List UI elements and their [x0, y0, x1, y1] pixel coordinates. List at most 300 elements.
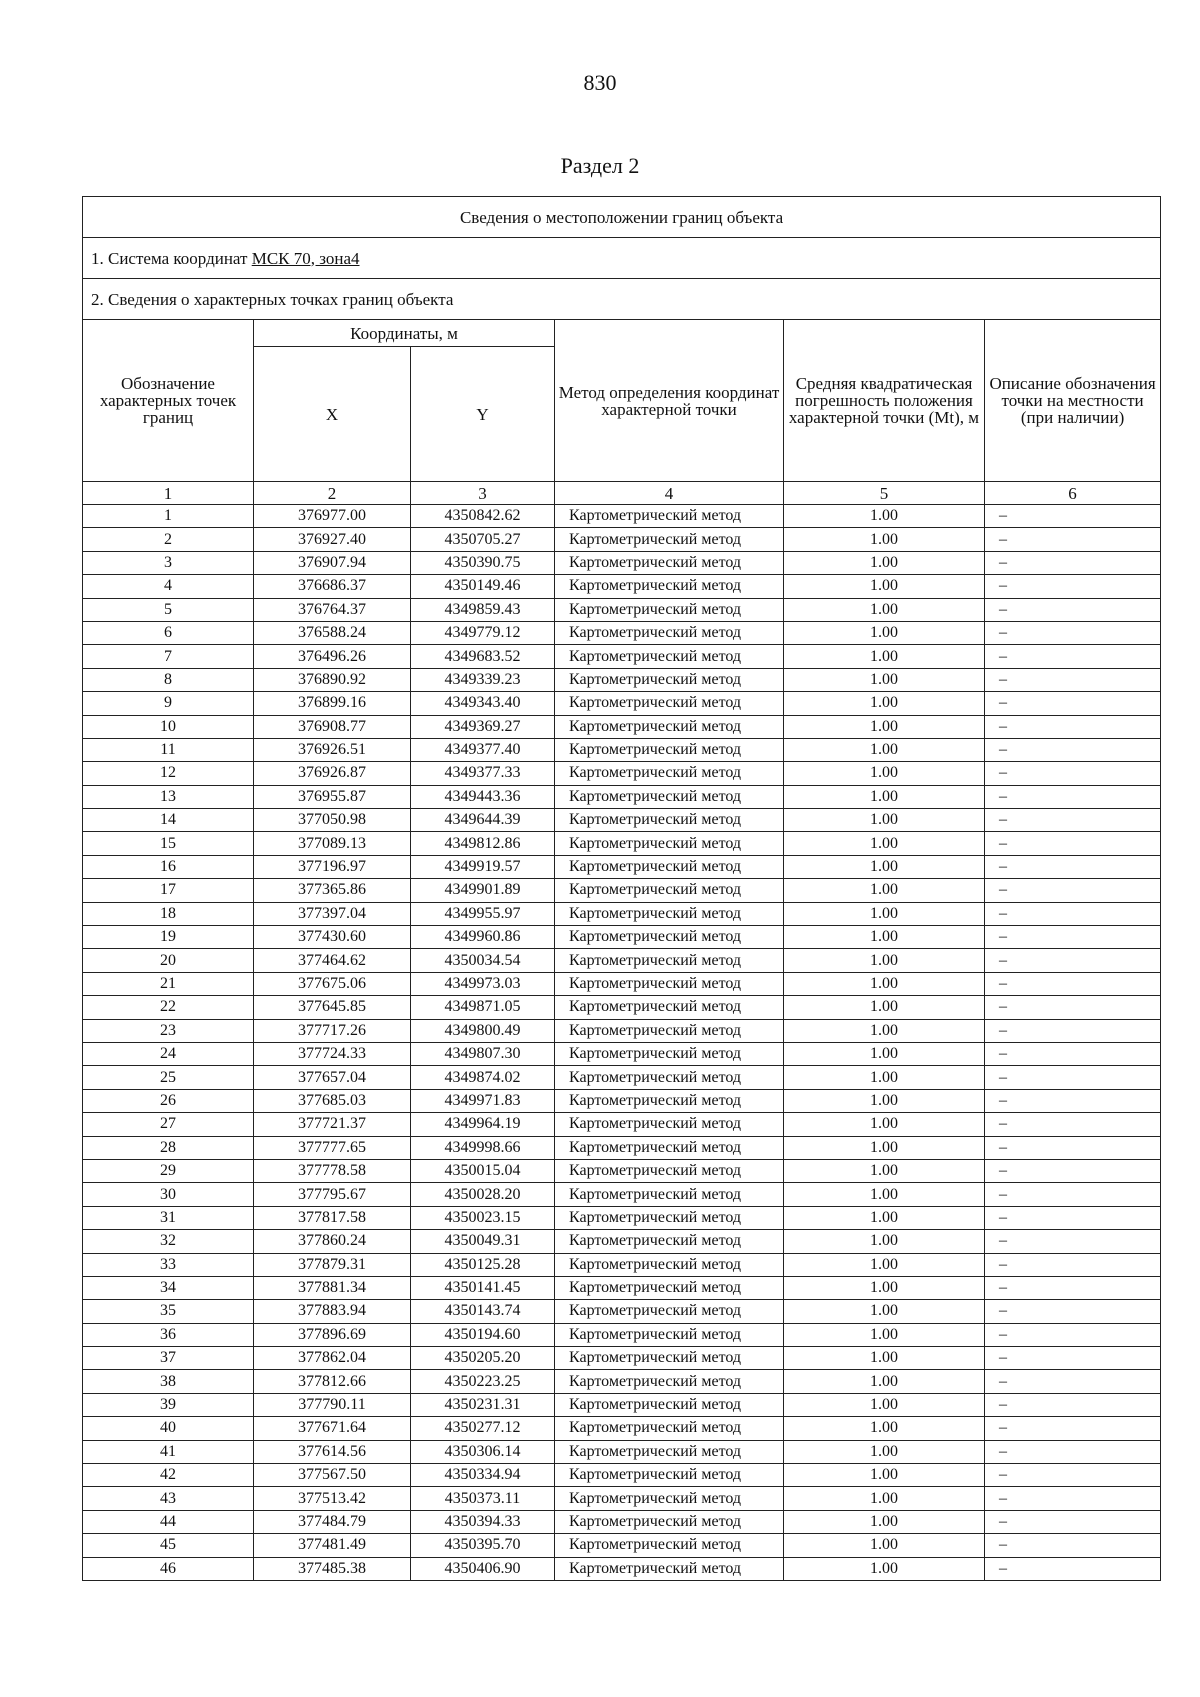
column-number: 1 [83, 482, 254, 505]
table-row [83, 1557, 1161, 1580]
cell-x: 377896.69 [254, 1323, 411, 1346]
cell-x: 376908.77 [254, 715, 411, 738]
cell-x: 377717.26 [254, 1019, 411, 1042]
table-row [83, 902, 1161, 925]
column-number: 6 [985, 482, 1161, 505]
cell-x: 377050.98 [254, 809, 411, 832]
cell-error: 1.00 [784, 738, 985, 761]
cell-error: 1.00 [784, 1534, 985, 1557]
column-number: 2 [254, 482, 411, 505]
cell-error: 1.00 [784, 1113, 985, 1136]
table-row [83, 1510, 1161, 1533]
cell-method: Картометрический метод [555, 715, 784, 738]
cell-x: 377778.58 [254, 1159, 411, 1182]
cell-point-number: 1 [83, 505, 254, 528]
cell-description: – [985, 1019, 1161, 1042]
cell-x: 377365.86 [254, 879, 411, 902]
cell-method: Картометрический метод [555, 785, 784, 808]
cell-x: 377464.62 [254, 949, 411, 972]
table-row [83, 1113, 1161, 1136]
cell-description: – [985, 1230, 1161, 1253]
cell-error: 1.00 [784, 972, 985, 995]
cell-y: 4350842.62 [411, 505, 555, 528]
cell-x: 377817.58 [254, 1206, 411, 1229]
cell-error: 1.00 [784, 809, 985, 832]
cell-y: 4349971.83 [411, 1089, 555, 1112]
cell-y: 4349955.97 [411, 902, 555, 925]
table-row [83, 785, 1161, 808]
cell-method: Картометрический метод [555, 1370, 784, 1393]
cell-y: 4350231.31 [411, 1393, 555, 1416]
table-row [83, 1440, 1161, 1463]
cell-method: Картометрический метод [555, 528, 784, 551]
cell-description: – [985, 575, 1161, 598]
cell-method: Картометрический метод [555, 551, 784, 574]
cell-method: Картометрический метод [555, 645, 784, 668]
cell-description: – [985, 785, 1161, 808]
header-y: Y [411, 347, 555, 482]
cell-point-number: 26 [83, 1089, 254, 1112]
cell-error: 1.00 [784, 1066, 985, 1089]
cell-error: 1.00 [784, 1347, 985, 1370]
cell-point-number: 15 [83, 832, 254, 855]
cell-description: – [985, 1136, 1161, 1159]
cell-description: – [985, 926, 1161, 949]
cell-point-number: 2 [83, 528, 254, 551]
table-row [83, 1534, 1161, 1557]
cell-x: 376907.94 [254, 551, 411, 574]
cell-x: 377795.67 [254, 1183, 411, 1206]
cell-method: Картометрический метод [555, 762, 784, 785]
cell-error: 1.00 [784, 1253, 985, 1276]
cell-method: Картометрический метод [555, 1534, 784, 1557]
cell-description: – [985, 949, 1161, 972]
cell-y: 4350023.15 [411, 1206, 555, 1229]
cell-description: – [985, 809, 1161, 832]
header-description: Описание обозначения точки на местности (при наличии) [985, 320, 1161, 482]
cell-error: 1.00 [784, 1487, 985, 1510]
cell-error: 1.00 [784, 949, 985, 972]
cell-method: Картометрический метод [555, 1440, 784, 1463]
boundary-points-table [82, 196, 1161, 1581]
cell-error: 1.00 [784, 1089, 985, 1112]
table-row [83, 1136, 1161, 1159]
cell-error: 1.00 [784, 1183, 985, 1206]
table-row [83, 621, 1161, 644]
cell-method: Картометрический метод [555, 996, 784, 1019]
cell-error: 1.00 [784, 621, 985, 644]
cell-description: – [985, 1253, 1161, 1276]
cell-error: 1.00 [784, 1557, 985, 1580]
cell-method: Картометрический метод [555, 692, 784, 715]
cell-x: 376955.87 [254, 785, 411, 808]
cell-y: 4350705.27 [411, 528, 555, 551]
table-row [83, 996, 1161, 1019]
table-row [83, 1347, 1161, 1370]
cell-y: 4349377.40 [411, 738, 555, 761]
cell-y: 4349960.86 [411, 926, 555, 949]
cell-error: 1.00 [784, 668, 985, 691]
cell-error: 1.00 [784, 1323, 985, 1346]
cell-y: 4350395.70 [411, 1534, 555, 1557]
cell-error: 1.00 [784, 832, 985, 855]
cell-error: 1.00 [784, 926, 985, 949]
cell-description: – [985, 505, 1161, 528]
page-number: 830 [583, 70, 617, 95]
cell-method: Картометрический метод [555, 949, 784, 972]
table-row [83, 645, 1161, 668]
cell-y: 4349377.33 [411, 762, 555, 785]
cell-error: 1.00 [784, 1510, 985, 1533]
cell-point-number: 11 [83, 738, 254, 761]
cell-x: 376890.92 [254, 668, 411, 691]
cell-point-number: 46 [83, 1557, 254, 1580]
cell-description: – [985, 902, 1161, 925]
cell-point-number: 24 [83, 1042, 254, 1065]
cell-description: – [985, 1464, 1161, 1487]
cell-method: Картометрический метод [555, 1113, 784, 1136]
table-row [83, 949, 1161, 972]
cell-description: – [985, 1534, 1161, 1557]
cell-point-number: 5 [83, 598, 254, 621]
table-row [83, 1019, 1161, 1042]
cell-method: Картометрический метод [555, 1464, 784, 1487]
table-row [83, 1253, 1161, 1276]
table-row [83, 1370, 1161, 1393]
table-row [83, 738, 1161, 761]
cell-description: – [985, 715, 1161, 738]
cell-y: 4349443.36 [411, 785, 555, 808]
cell-method: Картометрический метод [555, 902, 784, 925]
cell-point-number: 23 [83, 1019, 254, 1042]
cell-point-number: 12 [83, 762, 254, 785]
table-row [83, 832, 1161, 855]
cell-description: – [985, 1159, 1161, 1182]
cell-x: 376926.87 [254, 762, 411, 785]
table-row [83, 1276, 1161, 1299]
cell-x: 377485.38 [254, 1557, 411, 1580]
cell-point-number: 42 [83, 1464, 254, 1487]
cell-point-number: 37 [83, 1347, 254, 1370]
cell-x: 377657.04 [254, 1066, 411, 1089]
cell-y: 4349998.66 [411, 1136, 555, 1159]
cell-point-number: 14 [83, 809, 254, 832]
cell-point-number: 35 [83, 1300, 254, 1323]
cell-x: 376686.37 [254, 575, 411, 598]
cell-x: 377724.33 [254, 1042, 411, 1065]
cell-x: 377089.13 [254, 832, 411, 855]
cell-error: 1.00 [784, 1300, 985, 1323]
cell-error: 1.00 [784, 1370, 985, 1393]
cell-point-number: 25 [83, 1066, 254, 1089]
column-number: 5 [784, 482, 985, 505]
cell-description: – [985, 1183, 1161, 1206]
cell-point-number: 4 [83, 575, 254, 598]
cell-error: 1.00 [784, 1417, 985, 1440]
cell-x: 376764.37 [254, 598, 411, 621]
cell-error: 1.00 [784, 1136, 985, 1159]
cell-method: Картометрический метод [555, 926, 784, 949]
cell-error: 1.00 [784, 1206, 985, 1229]
cell-x: 377881.34 [254, 1276, 411, 1299]
table-row [83, 551, 1161, 574]
cell-method: Картометрический метод [555, 1300, 784, 1323]
cell-y: 4349871.05 [411, 996, 555, 1019]
table-row [83, 762, 1161, 785]
cell-error: 1.00 [784, 1042, 985, 1065]
cell-y: 4350143.74 [411, 1300, 555, 1323]
cell-error: 1.00 [784, 785, 985, 808]
table-row [83, 1464, 1161, 1487]
cell-description: – [985, 996, 1161, 1019]
table-row [83, 809, 1161, 832]
cell-method: Картометрический метод [555, 1066, 784, 1089]
cell-point-number: 31 [83, 1206, 254, 1229]
table-row [83, 505, 1161, 528]
cell-method: Картометрический метод [555, 1557, 784, 1580]
cell-error: 1.00 [784, 598, 985, 621]
cell-y: 4350015.04 [411, 1159, 555, 1182]
cell-x: 377721.37 [254, 1113, 411, 1136]
column-number: 3 [411, 482, 555, 505]
cell-y: 4349339.23 [411, 668, 555, 691]
cell-x: 376977.00 [254, 505, 411, 528]
cell-x: 377777.65 [254, 1136, 411, 1159]
cell-y: 4350373.11 [411, 1487, 555, 1510]
coord-system-cell [83, 238, 1161, 279]
cell-point-number: 6 [83, 621, 254, 644]
cell-method: Картометрический метод [555, 575, 784, 598]
table-row [83, 879, 1161, 902]
cell-point-number: 3 [83, 551, 254, 574]
coord-system-prefix: 1. Система координат [91, 248, 252, 268]
cell-point-number: 22 [83, 996, 254, 1019]
section-title: Раздел 2 [560, 153, 640, 178]
coord-system-row [83, 238, 1161, 279]
cell-y: 4350205.20 [411, 1347, 555, 1370]
cell-error: 1.00 [784, 1440, 985, 1463]
cell-method: Картометрический метод [555, 1253, 784, 1276]
cell-y: 4349800.49 [411, 1019, 555, 1042]
cell-method: Картометрический метод [555, 668, 784, 691]
cell-method: Картометрический метод [555, 855, 784, 878]
coord-system-value: МСК 70, зона4 [251, 248, 360, 268]
cell-x: 376899.16 [254, 692, 411, 715]
cell-method: Картометрический метод [555, 1417, 784, 1440]
cell-point-number: 27 [83, 1113, 254, 1136]
cell-method: Картометрический метод [555, 809, 784, 832]
cell-description: – [985, 1089, 1161, 1112]
cell-x: 377790.11 [254, 1393, 411, 1416]
cell-description: – [985, 1323, 1161, 1346]
table-row [83, 528, 1161, 551]
table-row [83, 926, 1161, 949]
cell-description: – [985, 1347, 1161, 1370]
cell-point-number: 20 [83, 949, 254, 972]
cell-method: Картометрический метод [555, 1323, 784, 1346]
cell-point-number: 21 [83, 972, 254, 995]
points-heading: 2. Сведения о характерных точках границ объекта [83, 279, 1161, 320]
table-row [83, 1487, 1161, 1510]
cell-method: Картометрический метод [555, 1159, 784, 1182]
cell-y: 4350334.94 [411, 1464, 555, 1487]
cell-error: 1.00 [784, 855, 985, 878]
cell-method: Картометрический метод [555, 1183, 784, 1206]
cell-error: 1.00 [784, 692, 985, 715]
cell-method: Картометрический метод [555, 879, 784, 902]
cell-method: Картометрический метод [555, 1347, 784, 1370]
cell-error: 1.00 [784, 902, 985, 925]
cell-x: 377883.94 [254, 1300, 411, 1323]
cell-description: – [985, 598, 1161, 621]
cell-method: Картометрический метод [555, 1019, 784, 1042]
table-row [83, 692, 1161, 715]
cell-point-number: 8 [83, 668, 254, 691]
cell-y: 4350306.14 [411, 1440, 555, 1463]
cell-y: 4350141.45 [411, 1276, 555, 1299]
cell-method: Картометрический метод [555, 1393, 784, 1416]
cell-error: 1.00 [784, 645, 985, 668]
cell-point-number: 41 [83, 1440, 254, 1463]
column-numbers-row [83, 482, 1161, 505]
header-method: Метод определения координат характерной точки [555, 320, 784, 482]
table-row [83, 1230, 1161, 1253]
header-error: Средняя квадратическая погрешность положения характерной точки (Mt), м [784, 320, 985, 482]
cell-point-number: 18 [83, 902, 254, 925]
cell-error: 1.00 [784, 879, 985, 902]
cell-y: 4350194.60 [411, 1323, 555, 1346]
cell-x: 377860.24 [254, 1230, 411, 1253]
cell-description: – [985, 645, 1161, 668]
table-row [83, 972, 1161, 995]
cell-x: 376926.51 [254, 738, 411, 761]
cell-method: Картометрический метод [555, 1230, 784, 1253]
cell-y: 4349683.52 [411, 645, 555, 668]
table-row [83, 598, 1161, 621]
table-row [83, 1417, 1161, 1440]
cell-point-number: 33 [83, 1253, 254, 1276]
cell-y: 4350223.25 [411, 1370, 555, 1393]
cell-y: 4349964.19 [411, 1113, 555, 1136]
table-row [83, 1206, 1161, 1229]
cell-point-number: 29 [83, 1159, 254, 1182]
cell-description: – [985, 972, 1161, 995]
cell-point-number: 10 [83, 715, 254, 738]
cell-y: 4350028.20 [411, 1183, 555, 1206]
cell-description: – [985, 1206, 1161, 1229]
cell-y: 4349812.86 [411, 832, 555, 855]
cell-method: Картометрический метод [555, 505, 784, 528]
cell-error: 1.00 [784, 528, 985, 551]
table-row [83, 1042, 1161, 1065]
cell-error: 1.00 [784, 1159, 985, 1182]
cell-description: – [985, 1300, 1161, 1323]
cell-description: – [985, 668, 1161, 691]
cell-description: – [985, 528, 1161, 551]
cell-x: 376496.26 [254, 645, 411, 668]
cell-y: 4349644.39 [411, 809, 555, 832]
cell-description: – [985, 692, 1161, 715]
cell-y: 4350149.46 [411, 575, 555, 598]
cell-method: Картометрический метод [555, 832, 784, 855]
cell-point-number: 45 [83, 1534, 254, 1557]
cell-method: Картометрический метод [555, 1487, 784, 1510]
table-row [83, 1066, 1161, 1089]
table-row [83, 855, 1161, 878]
cell-point-number: 36 [83, 1323, 254, 1346]
cell-x: 377812.66 [254, 1370, 411, 1393]
cell-method: Картометрический метод [555, 1276, 784, 1299]
cell-y: 4349807.30 [411, 1042, 555, 1065]
cell-description: – [985, 1510, 1161, 1533]
cell-description: – [985, 551, 1161, 574]
cell-x: 377671.64 [254, 1417, 411, 1440]
cell-method: Картометрический метод [555, 738, 784, 761]
cell-y: 4349779.12 [411, 621, 555, 644]
cell-description: – [985, 621, 1161, 644]
table-row [83, 1323, 1161, 1346]
cell-error: 1.00 [784, 1230, 985, 1253]
column-number: 4 [555, 482, 784, 505]
cell-method: Картометрический метод [555, 1206, 784, 1229]
table-row [83, 1183, 1161, 1206]
cell-x: 377513.42 [254, 1487, 411, 1510]
cell-error: 1.00 [784, 1464, 985, 1487]
table-caption: Сведения о местоположении границ объекта [83, 197, 1161, 238]
cell-description: – [985, 855, 1161, 878]
cell-error: 1.00 [784, 1393, 985, 1416]
cell-error: 1.00 [784, 1019, 985, 1042]
cell-x: 376927.40 [254, 528, 411, 551]
cell-description: – [985, 1042, 1161, 1065]
header-designation: Обозначение характерных точек границ [83, 320, 254, 482]
cell-y: 4350034.54 [411, 949, 555, 972]
table-row [83, 1089, 1161, 1112]
cell-point-number: 44 [83, 1510, 254, 1533]
cell-description: – [985, 832, 1161, 855]
cell-method: Картометрический метод [555, 972, 784, 995]
cell-description: – [985, 1113, 1161, 1136]
cell-y: 4350049.31 [411, 1230, 555, 1253]
cell-point-number: 38 [83, 1370, 254, 1393]
cell-point-number: 40 [83, 1417, 254, 1440]
cell-y: 4349859.43 [411, 598, 555, 621]
cell-error: 1.00 [784, 575, 985, 598]
cell-point-number: 34 [83, 1276, 254, 1299]
cell-y: 4349973.03 [411, 972, 555, 995]
cell-y: 4349874.02 [411, 1066, 555, 1089]
cell-x: 377567.50 [254, 1464, 411, 1487]
cell-description: – [985, 1370, 1161, 1393]
cell-method: Картометрический метод [555, 1510, 784, 1533]
header-coordinates: Координаты, м [254, 320, 555, 347]
cell-description: – [985, 1066, 1161, 1089]
cell-y: 4349901.89 [411, 879, 555, 902]
header-x: X [254, 347, 411, 482]
cell-point-number: 43 [83, 1487, 254, 1510]
cell-x: 377397.04 [254, 902, 411, 925]
cell-method: Картометрический метод [555, 598, 784, 621]
table-row [83, 715, 1161, 738]
cell-y: 4349919.57 [411, 855, 555, 878]
cell-error: 1.00 [784, 551, 985, 574]
cell-y: 4350277.12 [411, 1417, 555, 1440]
points-heading-row [83, 279, 1161, 320]
cell-x: 377645.85 [254, 996, 411, 1019]
caption-row [83, 197, 1161, 238]
cell-point-number: 39 [83, 1393, 254, 1416]
cell-x: 377430.60 [254, 926, 411, 949]
